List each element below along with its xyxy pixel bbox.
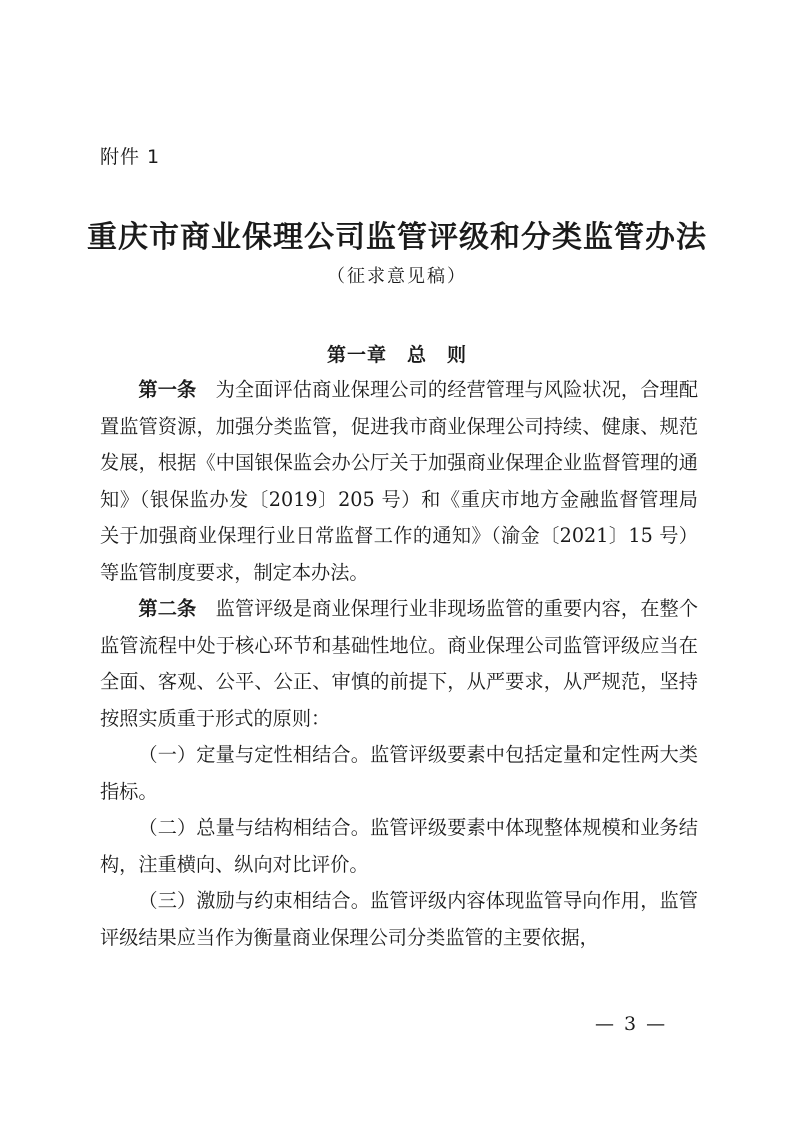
principle-3-text: （三）激励与约束相结合。监管评级内容体现监管导向作用，监管评级结果应当作为衡量商业保理公司分类监管的主要依据， bbox=[100, 889, 698, 949]
document-title: 重庆市商业保理公司监管评级和分类监管办法 bbox=[87, 220, 707, 255]
article-2-text: 监管评级是商业保理行业非现场监管的重要内容，在整个监管流程中处于核心环节和基础性地位。商业保理公司监管评级应当在全面、客观、公平、公正、审慎的前提下，从严要求，从严规范，坚持按照实质重于形式的原则： bbox=[100, 597, 699, 730]
article-1-text: 为全面评估商业保理公司的经营管理与风险状况，合理配置监管资源，加强分类监管，促进我市商业保理公司持续、健康、规范发展，根据《中国银保监会办公厅关于加强商业保理企业监督管理的通知》（银保监办发〔2019〕205 号）和《重庆市地方金融监督管理局关于加强商业保理行业日常监督工作的通知》（渝金〔2021〕15 号）等监管制度要求，制定本办法。 bbox=[100, 378, 699, 584]
principle-1-text: （一）定量与定性相结合。监管评级要素中包括定量和定性两大类指标。 bbox=[100, 743, 698, 803]
document-body bbox=[100, 372, 698, 956]
attachment-label: 附件 1 bbox=[100, 146, 161, 168]
article-2-heading: 第二条 bbox=[138, 597, 197, 620]
principle-2-paragraph bbox=[100, 810, 698, 883]
page-number: — 3 — bbox=[595, 1013, 668, 1035]
chapter-heading: 第一章 总 则 bbox=[326, 344, 467, 366]
article-1-heading: 第一条 bbox=[138, 378, 197, 401]
principle-2-text: （二）总量与结构相结合。监管评级要素中体现整体规模和业务结构，注重横向、纵向对比评价。 bbox=[100, 816, 698, 876]
document-subtitle: （征求意见稿） bbox=[327, 266, 467, 287]
principle-1-paragraph bbox=[100, 737, 698, 810]
principle-3-paragraph bbox=[100, 883, 698, 956]
article-2-paragraph bbox=[100, 591, 698, 737]
article-1-paragraph bbox=[100, 372, 698, 591]
